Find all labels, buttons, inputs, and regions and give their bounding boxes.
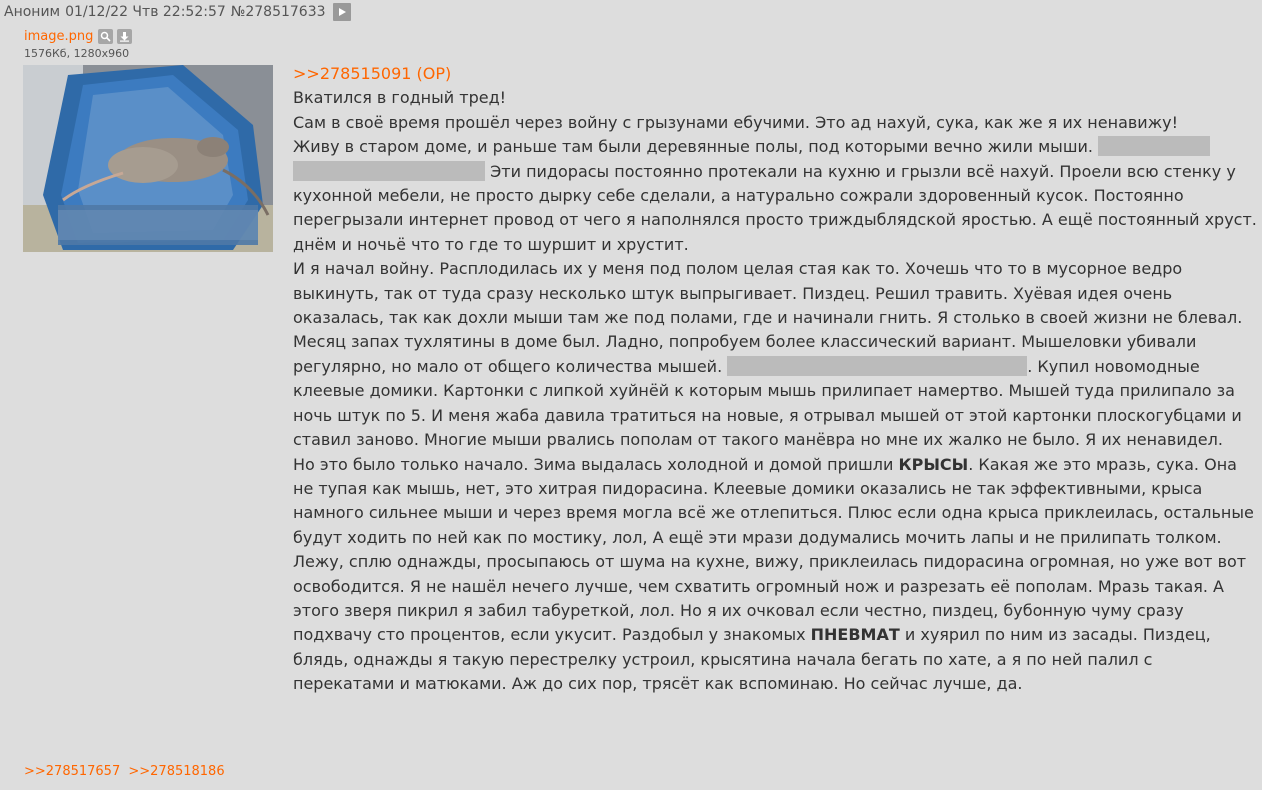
bold-text: ПНЕВМАТ — [810, 625, 900, 645]
bold-text: КРЫСЫ — [898, 454, 969, 474]
post-text: Вкатился в годный тред! — [293, 88, 507, 108]
post-image-thumbnail[interactable] — [23, 65, 273, 252]
post-text: Живу в старом доме, и раньше там были деревянные полы, под которыми вечно жили мыши. — [293, 137, 1093, 157]
post-text: Эти пидорасы постоянно протекали на кухню и грызли всё нахуй. Проели всю стенку у кухонной мебели, не просто дырку себе сделали, а натурально сожрали здоровенный кусок. Постоянно перегрызали интернет провод от чего я наполнялся просто триждыблядской яростью. А ещё постоянный хруст. днём и ночьё что то где то шуршит и хрустит. — [293, 161, 1257, 254]
reply-link[interactable]: >>278517657 — [24, 764, 121, 779]
replies-list — [24, 764, 229, 779]
post-text: Но это было только начало. Зима выдалась холодной и домой пришли — [293, 454, 894, 474]
spoiler[interactable] — [293, 161, 485, 181]
post-text: и хуярил по ним из засады. Пиздец, блядь, однажды я такую перестрелку устроил, крысятина начала бегать по хате, а я по ней палил с перекатами и матюками. Аж до сих пор, трясёт как вспоминаю. Но сейчас лучше, да. — [293, 625, 1211, 694]
post-text: . Какая же это мразь, сука. Она не тупая как мышь, нет, это хитрая пидорасина. Клеевые домики оказались не так эффективными, крыса намного сильнее мыши и через время могла всё же отлепиться. Плюс если одна крыса приклеилась, остальные будут ходить по ней как по мостику, лол, А ещё эти мрази додумались мочить лапы и не прилипать толком. Лежу, сплю однажды, просыпаюсь от шума на кухне, вижу, приклеилась пидорасина огромная, но уже вот вот освободится. Я не нашёл нечего лучше, чем схватить огромный нож и разрезать её пополам. Мразь такая. А этого зверя пикрил я забил табуреткой, лол. Но я их очковал если честно, пиздец, бубонную чуму сразу подхвачу сто процентов, если укусит. Раздобыл у знакомых — [293, 454, 1254, 645]
post-text: И я начал войну. Расплодилась их у меня под полом целая стая как то. Хочешь что то в мусорное ведро выкинуть, так от туда сразу несколько штук выпрыгивает. Пиздец. Решил травить. Хуёвая идея очень оказалась, так как дохли мыши там же под полами, где и начинали гнить. Я столько в своей жизни не блевал. Месяц запах тухлятины в доме был. Ладно, попробуем более классический вариант. Мышеловки убивали регулярно, но мало от общего количества мышей. — [293, 259, 1243, 376]
spoiler[interactable] — [727, 356, 1027, 376]
post-number-link[interactable]: №278517633 — [230, 4, 326, 20]
file-line — [24, 29, 136, 44]
file-info: 1576Кб, 1280x960 — [24, 47, 130, 60]
post-date: 01/12/22 Чтв 22:52:57 — [65, 4, 226, 20]
poster-name: Аноним — [4, 4, 61, 20]
post-text: . Купил новомодные клеевые домики. Картонки с липкой хуйнёй к которым мышь прилипает намертво. Мышей туда прилипало за ночь штук по 5. И меня жаба давила тратиться на новые, я отрывал мышей от этой картонки плоскогубцами и ставил заново. Многие мыши рвались пополам от такого манёвра но мне их жалко не было. Я их ненавидел. — [293, 356, 1242, 450]
play-icon[interactable] — [333, 3, 351, 21]
post-body — [293, 62, 1258, 697]
op-quote-link[interactable]: >>278515091 (OP) — [293, 64, 452, 83]
search-icon[interactable] — [98, 29, 113, 44]
post-text: Сам в своё время прошёл через войну с грызунами ебучими. Это ад нахуй, сука, как же я их ненавижу! — [293, 112, 1178, 132]
file-name-link[interactable]: image.png — [24, 29, 94, 44]
post-header — [4, 2, 356, 22]
reply-link[interactable]: >>278518186 — [128, 764, 225, 779]
download-icon[interactable] — [117, 29, 132, 44]
spoiler[interactable] — [1098, 136, 1210, 156]
